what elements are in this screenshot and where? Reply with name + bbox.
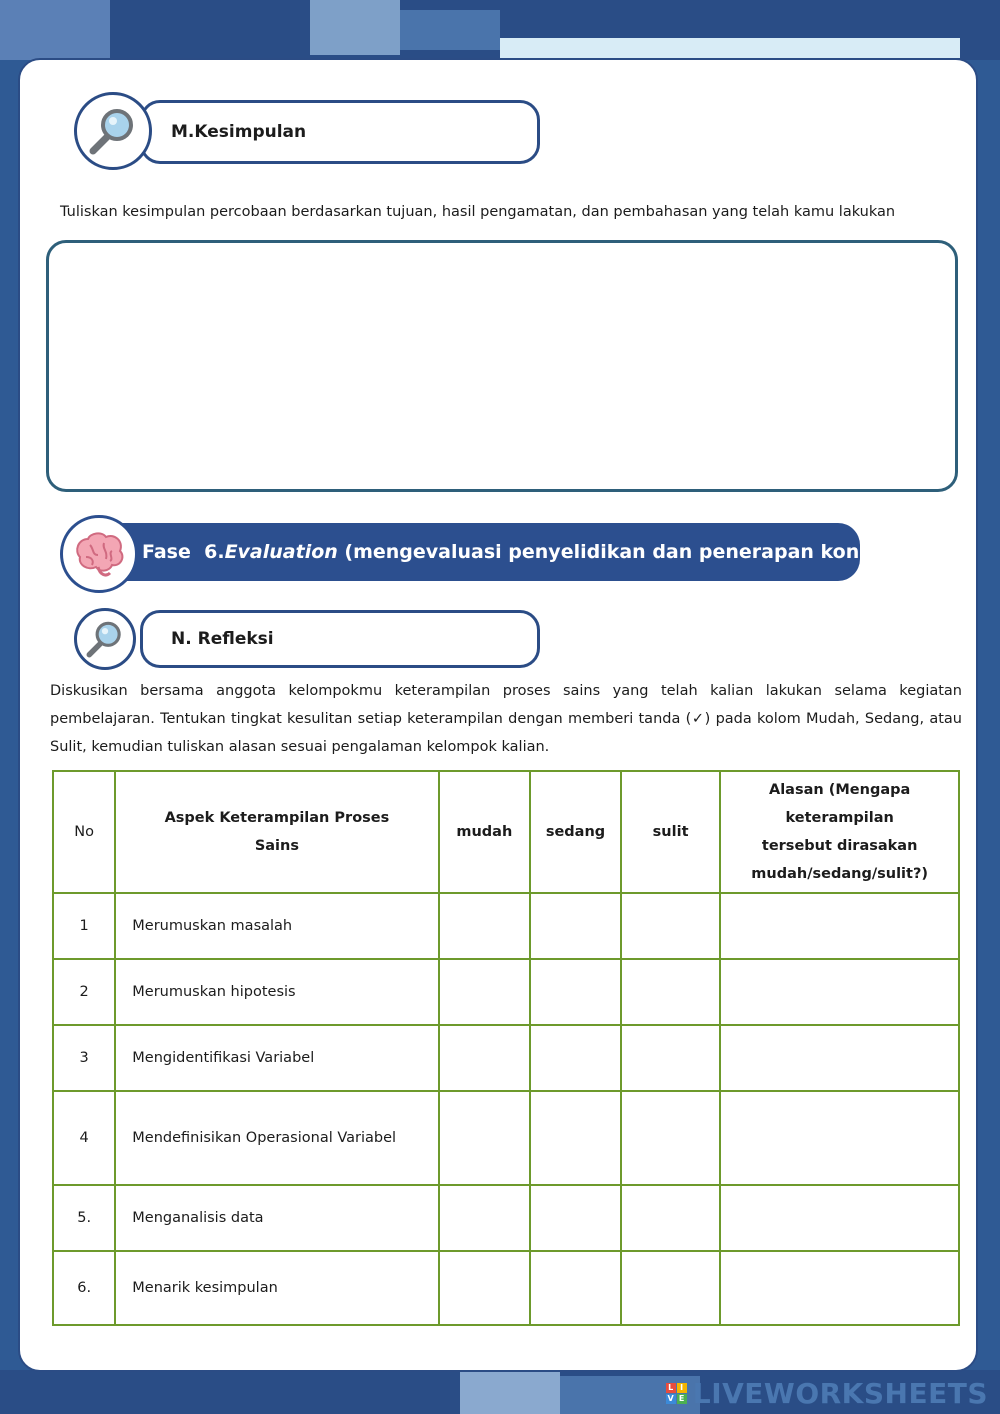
row-no: 1 [53, 893, 115, 959]
row-aspek: Mendefinisikan Operasional Variabel [115, 1091, 438, 1185]
logo-letter: L [666, 1383, 676, 1393]
kesimpulan-title: M.Kesimpulan [140, 100, 540, 164]
cell-alasan[interactable] [720, 1251, 959, 1325]
cell-sulit[interactable] [621, 1251, 720, 1325]
kesimpulan-header [74, 100, 544, 164]
row-no: 5. [53, 1185, 115, 1251]
row-no: 6. [53, 1251, 115, 1325]
logo-letter: I [677, 1383, 687, 1393]
kesimpulan-answer-box[interactable] [46, 240, 958, 492]
table-row [53, 893, 959, 959]
cell-sulit[interactable] [621, 959, 720, 1025]
kesimpulan-instruction: Tuliskan kesimpulan percobaan berdasarkan tujuan, hasil pengamatan, dan pembahasan yang telah kamu lakukan [60, 204, 896, 220]
row-no: 3 [53, 1025, 115, 1091]
fase-suffix: (mengevaluasi penyelidikan dan penerapan konsep) [337, 541, 906, 563]
row-no: 2 [53, 959, 115, 1025]
refleksi-paragraph: Diskusikan bersama anggota kelompokmu keterampilan proses sains yang telah kalian lakukan selama kegiatan pembelajaran. Tentukan tingkat kesulitan setiap keterampilan dengan memberi tanda (✓) pada kolom Mudah, Sedang, atau Sulit, kemudian tuliskan alasan sesuai pengalaman kelompok kalian. [50, 683, 962, 755]
cell-sedang[interactable] [530, 959, 621, 1025]
cell-sedang[interactable] [530, 1185, 621, 1251]
table-row [53, 959, 959, 1025]
refleksi-header [74, 610, 544, 668]
cell-mudah[interactable] [439, 1251, 531, 1325]
liveworksheets-brand[interactable] [666, 1377, 988, 1410]
fase-banner [60, 515, 906, 583]
cell-sulit[interactable] [621, 1091, 720, 1185]
fase-title [100, 523, 906, 581]
liveworksheets-logo-icon [666, 1383, 687, 1404]
table-row [53, 1025, 959, 1091]
cell-alasan[interactable] [720, 1185, 959, 1251]
header-sulit: sulit [621, 771, 720, 893]
row-aspek: Merumuskan masalah [115, 893, 438, 959]
cell-mudah[interactable] [439, 1025, 531, 1091]
cell-sulit[interactable] [621, 1185, 720, 1251]
cell-mudah[interactable] [439, 893, 531, 959]
row-aspek: Menarik kesimpulan [115, 1251, 438, 1325]
header-no: No [53, 771, 115, 893]
bg-deco-block [500, 38, 960, 58]
worksheet-page [18, 58, 978, 1372]
header-mudah: mudah [439, 771, 531, 893]
row-aspek: Merumuskan hipotesis [115, 959, 438, 1025]
cell-alasan[interactable] [720, 959, 959, 1025]
cell-sulit[interactable] [621, 893, 720, 959]
bg-deco-block [460, 1372, 560, 1414]
bg-deco-block [310, 0, 400, 55]
cell-sedang[interactable] [530, 893, 621, 959]
row-aspek: Mengidentifikasi Variabel [115, 1025, 438, 1091]
brand-text: LIVEWORKSHEETS [692, 1377, 988, 1410]
row-aspek: Menganalisis data [115, 1185, 438, 1251]
cell-alasan[interactable] [720, 1025, 959, 1091]
table-row [53, 1251, 959, 1325]
bg-deco-block [400, 10, 500, 50]
cell-mudah[interactable] [439, 1091, 531, 1185]
cell-alasan[interactable] [720, 893, 959, 959]
cell-sedang[interactable] [530, 1091, 621, 1185]
brain-icon [60, 515, 138, 593]
cell-sedang[interactable] [530, 1251, 621, 1325]
bg-deco-block [0, 0, 110, 60]
cell-mudah[interactable] [439, 959, 531, 1025]
logo-letter: V [667, 1394, 675, 1403]
cell-mudah[interactable] [439, 1185, 531, 1251]
table-row [53, 1185, 959, 1251]
cell-sulit[interactable] [621, 1025, 720, 1091]
header-aspek: Aspek Keterampilan Proses Sains [115, 771, 438, 893]
header-sedang: sedang [530, 771, 621, 893]
table-row [53, 1091, 959, 1185]
header-alasan: Alasan (Mengapa keterampilan tersebut dirasakan mudah/sedang/sulit?) [720, 771, 959, 893]
logo-letter: E [677, 1394, 687, 1404]
cell-sedang[interactable] [530, 1025, 621, 1091]
cell-alasan[interactable] [720, 1091, 959, 1185]
magnifier-icon [74, 92, 152, 170]
row-no: 4 [53, 1091, 115, 1185]
fase-italic: Evaluation [224, 541, 338, 563]
table-header-row [53, 771, 959, 893]
refleksi-table [52, 770, 960, 1326]
refleksi-title: N. Refleksi [140, 610, 540, 668]
fase-prefix: Fase 6. [142, 541, 225, 563]
magnifier-icon [74, 608, 136, 670]
